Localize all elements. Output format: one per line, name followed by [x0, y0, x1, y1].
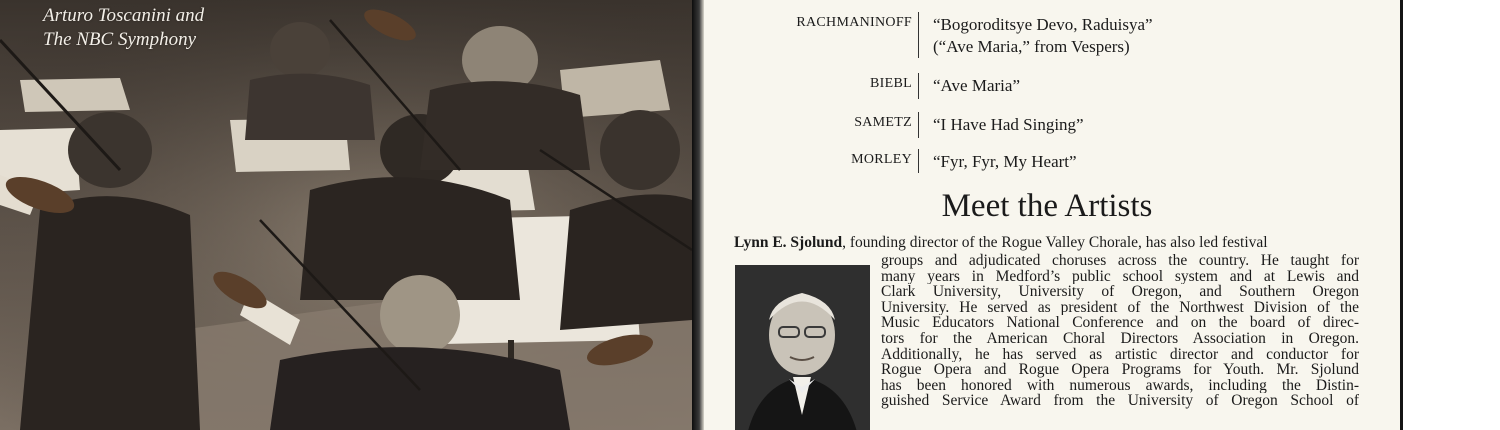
program-divider: [918, 112, 919, 138]
work-subtitle: (“Ave Maria,” from Vespers): [933, 37, 1130, 56]
bio-line: University. He served as president of the Northwest Division of the: [881, 299, 1359, 316]
orchestra-photo-icon: [0, 0, 692, 430]
composer-name: MORLEY: [851, 152, 912, 167]
bio-paragraph: [881, 253, 1359, 409]
work-title: “Ave Maria”: [933, 76, 1020, 95]
program-page: [704, 0, 1403, 430]
bio-line: guished Service Award from the University of Oregon School of: [881, 393, 1359, 409]
bio-line: many years in Medford’s public school system and at Lewis and: [881, 268, 1359, 285]
composer-name: RACHMANINOFF: [796, 15, 912, 30]
composer-name: SAMETZ: [854, 115, 912, 130]
program-divider: [918, 149, 919, 173]
bio-first-line: [734, 234, 1360, 251]
photo-caption: [43, 4, 204, 52]
bio-first-line-text: , founding director of the Rogue Valley Chorale, has also led festival: [842, 234, 1268, 251]
photo-caption-line2: The NBC Symphony: [43, 29, 197, 50]
work-title: “I Have Had Singing”: [933, 115, 1084, 134]
photo-caption-line1: Arturo Toscanini and: [43, 5, 205, 26]
program-divider: [918, 73, 919, 99]
bio-line: has been honored with numerous awards, including the Distin-: [881, 377, 1359, 394]
page-gutter: [692, 0, 704, 430]
orchestra-photo: [0, 0, 692, 430]
portrait-photo-icon: [735, 265, 870, 430]
bio-line: tors for the American Choral Directors Association in Oregon.: [881, 330, 1359, 347]
bio-line: Rogue Opera and Rogue Opera Programs for Youth. Mr. Sjolund: [881, 362, 1359, 378]
bio-line: Additionally, he has served as artistic director and conductor for: [881, 346, 1359, 363]
artist-name: Lynn E. Sjolund: [734, 234, 843, 251]
artist-portrait: [735, 265, 870, 430]
bio-line: Music Educators National Conference and on the board of direc-: [881, 315, 1359, 331]
program-divider: [918, 12, 919, 58]
work-title: “Fyr, Fyr, My Heart”: [933, 152, 1077, 171]
composer-name: BIEBL: [870, 76, 912, 91]
section-title: Meet the Artists: [941, 188, 1153, 224]
work-title: “Bogoroditsye Devo, Raduisya”: [933, 15, 1153, 34]
bio-line: groups and adjudicated choruses across the country. He taught for: [881, 253, 1359, 269]
bio-line: Clark University, University of Oregon, and Southern Oregon: [881, 284, 1359, 300]
